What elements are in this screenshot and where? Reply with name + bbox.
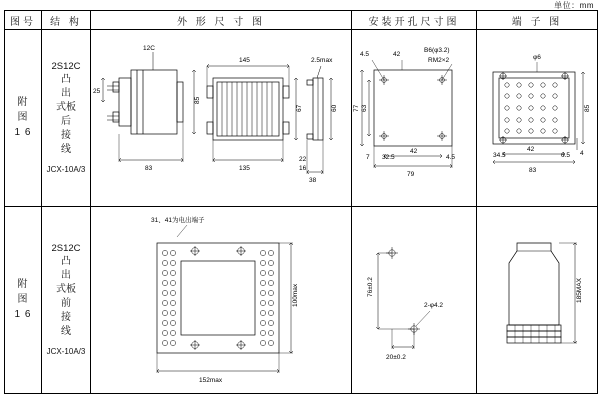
- structure-model: 2S12C: [51, 60, 81, 72]
- structure-model: 2S12C: [51, 242, 81, 254]
- dim-2-phi4-2: 2-φ4.2: [424, 301, 444, 309]
- unit-note: 单位：mm: [554, 1, 594, 10]
- fig-no-line: 附: [17, 279, 29, 291]
- structure-desc-line: 式板: [56, 283, 76, 295]
- structure-desc-line: 前: [61, 297, 71, 309]
- dim-16: 16: [299, 165, 307, 172]
- structure-desc-line: 出: [61, 87, 71, 99]
- structure-cell-2: [42, 206, 91, 393]
- dim-34-5: 34.5: [493, 152, 506, 159]
- dim-185max: 185MAX: [576, 278, 583, 303]
- dim-phi6: φ6: [533, 54, 541, 61]
- mounting-svg-1: [352, 30, 474, 204]
- structure-desc-line: 接: [61, 311, 71, 323]
- dim-42-top: 42: [393, 51, 401, 58]
- dim-145: 145: [239, 57, 250, 64]
- structure-code: JCX-10A/3: [46, 346, 86, 356]
- fig-no-line: 1 6: [14, 127, 32, 139]
- dim-63: 63: [361, 104, 368, 112]
- outline-svg-2: [91, 207, 349, 391]
- terminal-drawing-1: [477, 30, 598, 207]
- dim-42: 42: [527, 146, 535, 153]
- dim-79: 79: [407, 171, 415, 178]
- table-header-row: [5, 11, 598, 30]
- structure-code: JCX-10A/3: [46, 164, 86, 174]
- structure-desc-line: 凸: [61, 73, 71, 85]
- fig-no-line: 1 6: [14, 309, 32, 321]
- table-row: [5, 30, 598, 207]
- terminal-svg-2: [477, 207, 595, 391]
- structure-desc-line: 凸: [61, 255, 71, 267]
- mounting-drawing-1: [352, 30, 477, 207]
- header-structure: 结 构: [42, 11, 91, 30]
- structure-cell-1: [42, 30, 91, 207]
- mounting-drawing-2: [352, 206, 477, 393]
- outline-drawing-2: [91, 206, 352, 393]
- structure-desc-line: 出: [61, 269, 71, 281]
- dim-32-5: 32.5: [382, 154, 395, 161]
- spec-table: [4, 10, 598, 394]
- dim-77: 77: [353, 104, 360, 112]
- dim-135: 135: [239, 165, 250, 172]
- dim-76: 76±0.2: [367, 277, 374, 297]
- structure-desc-line: 线: [61, 325, 71, 337]
- header-fig-no: 图号: [5, 11, 42, 30]
- dim-4-5: 4.5: [360, 51, 370, 58]
- structure-desc-line: 线: [61, 143, 71, 155]
- dim-b6: B6(φ3.2): [424, 47, 450, 54]
- fig-no-line: 图: [17, 112, 29, 124]
- terminal-svg-1: [477, 30, 595, 204]
- structure-desc-line: 后: [61, 115, 71, 127]
- structure-desc-line: 接: [61, 129, 71, 141]
- dim-25: 25: [93, 88, 101, 95]
- dim-85: 85: [584, 104, 591, 112]
- terminal-drawing-2: [477, 206, 598, 393]
- dim-100max: 100max: [292, 283, 299, 307]
- structure-desc-line: 式板: [56, 101, 76, 113]
- dim-42-bot: 42: [410, 148, 418, 155]
- header-terminal: 端 子 图: [477, 11, 598, 30]
- mounting-svg-2: [352, 207, 474, 391]
- outline-svg-1: [91, 30, 349, 204]
- dim-67: 67: [296, 104, 303, 112]
- dim-4: 4: [580, 150, 584, 157]
- dim-152max: 152max: [199, 376, 223, 384]
- fig-no-line: 图: [17, 294, 29, 306]
- note-terminals: 31、41为电出端子: [151, 216, 205, 224]
- header-mounting: 安装开孔尺寸图: [352, 11, 477, 30]
- fig-no-line: 附: [17, 97, 29, 109]
- header-outline: 外 形 尺 寸 图: [91, 11, 352, 30]
- dim-83: 83: [529, 167, 537, 174]
- dim-6-5: 6.5: [561, 152, 571, 159]
- dim-rm2: RM2×2: [428, 57, 450, 64]
- dim-25max: 2.5max: [311, 57, 333, 64]
- dim-83: 83: [145, 165, 153, 172]
- fig-no-cell-1: [5, 30, 42, 207]
- outline-drawing-1: [91, 30, 352, 207]
- dim-7: 7: [366, 154, 370, 161]
- dim-60: 60: [331, 104, 338, 112]
- fig-no-cell-2: [5, 206, 42, 393]
- dim-4-5-right: 4.5: [446, 154, 456, 161]
- dim-12c: 12C: [143, 45, 155, 52]
- dim-20: 20±0.2: [386, 353, 406, 361]
- dim-38: 38: [309, 177, 317, 184]
- table-row: [5, 206, 598, 393]
- dim-85: 85: [194, 96, 201, 104]
- dim-22: 22: [299, 156, 307, 163]
